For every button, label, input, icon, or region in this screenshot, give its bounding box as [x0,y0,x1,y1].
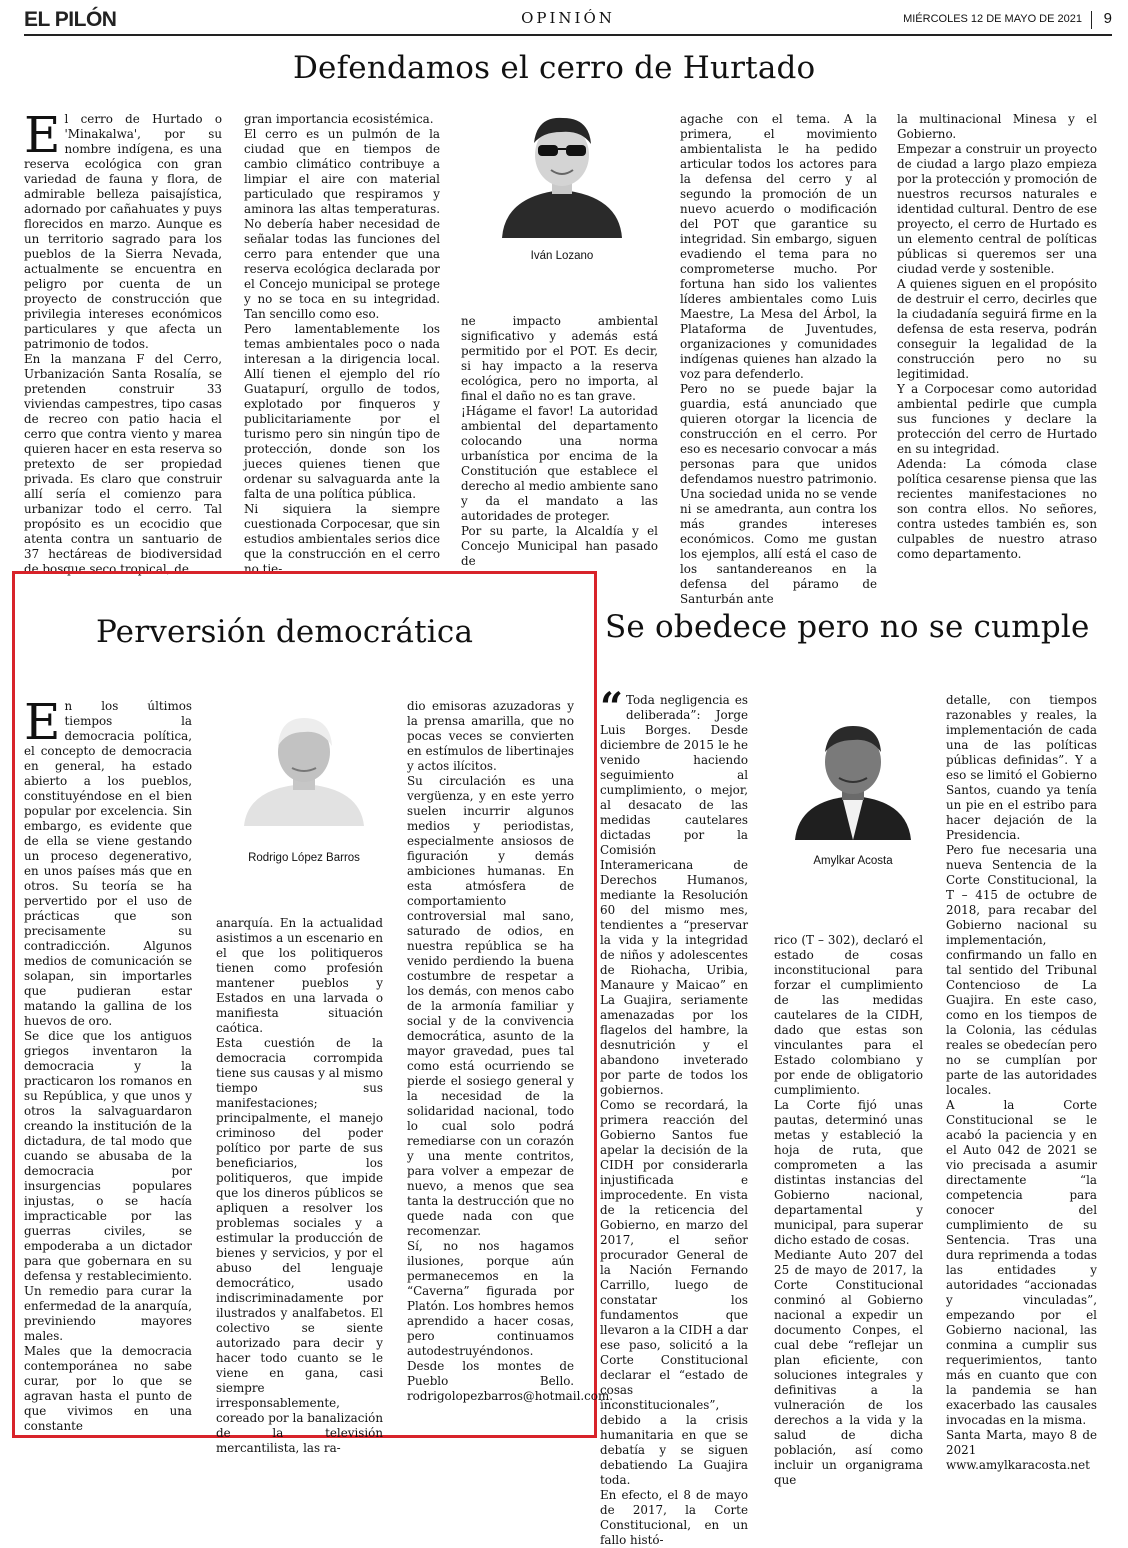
paragraph: gran importancia ecosistémica. [244,112,434,126]
issue-date: MIÉRCOLES 12 DE MAYO DE 2021 [903,13,1082,25]
author-photo-amylkar-acosta [793,716,913,840]
paragraph: Males que la democracia contemporánea no sabe curar, por lo que se agravan hasta el punto de que vivimos en una constante [24,1344,192,1433]
headline-cumple: Se obedece pero no se cumple [605,609,1090,645]
column-cerro-4 [680,112,877,606]
paragraph: La Corte fijó unas pautas, determinó unas metas y estableció la hoja de ruta, que comprometen a las distintas instancias del Gobierno nacional, departamental y municipal, para superar dicho estado de cosas. [774,1098,923,1247]
paragraph: detalle, con tiempos razonables y reales, la implementación de cada una de las políticas públicas definidas”. Y a eso se limitó el Gobierno Santos, cuando ya tenía un pie en el estribo para hacer dejación de la Presidencia. [946,693,1097,842]
paragraph: Desde los montes de Pueblo Bello. rodrigolopezbarros@hotmail.com. [407,1359,614,1403]
paragraph: Como se recordará, la primera reacción del Gobierno Santos fue apelar la decisión de la CIDH por considerarla injustificada e improcedente. En vista de la reticencia del Gobierno, en marzo del 2017, el señor procurador General de la Nación Fernando Carrillo, luego de constatar los fundamentos que llevaron a la CIDH a dar ese paso, solicitó a la Corte Constitucional declarar el “estado de cosas inconstitucionales”, debido a la crisis humanitaria en que se debatía y se siguen debatiendo La Guajira toda. [600,1098,748,1487]
divider [1091,11,1092,29]
paragraph: El cerro es un pulmón de la ciudad que en tiempos de cambio climático contribuye a limpiar el aire con material particulado que respiramos y aminora las altas temperaturas. No debería haber necesidad de señalar todas las funciones del cerro para entender que una reserva ecológica declarada por el Concejo municipal se protege y no se toca en su integridad. Tan sencillo como eso. [244,127,440,321]
paragraph: Sí, no nos hagamos ilusiones, porque aún permanecemos en la “Caverna” figurada por Platón. Los hombres hemos aprendido a hacer cosas, pero continuamos autodestruyéndonos. [407,1239,574,1358]
paragraph: Pero fue necesaria una nueva Sentencia de la Corte Constitucional, la T – 415 de octubre de 2018, para recabar del Gobierno nacional su implementación, confirmando un fallo en tal sentido del Tribunal Contencioso de La Guajira. En este caso, como en los tiempos de la Colonia, las cédulas reales se obedecían pero no se cumplían por parte de las autoridades locales. [946,843,1097,1097]
page-number: 9 [1103,10,1112,27]
column-cumple-1 [600,684,748,1547]
column-cerro-1 [24,106,222,576]
author-name: Rodrigo López Barros [248,852,360,864]
paragraph: Santa Marta, mayo 8 de 2021 [946,1428,1097,1457]
paragraph: A la Corte Constitucional se le acabó la paciencia y en el Auto 042 de 2021 se vio precisada a asumir directamente “la competencia para conocer del cumplimiento de su Sentencia. Tras una dura reprimenda a todas las entidades y autoridades “accionadas y vinculadas”, empezando por el Gobierno nacional, las conmina a cumplir sus requerimientos, tanto más en cuanto que con la pandemia se han exacerbado las causales invocadas en la misma. [946,1098,1097,1427]
paragraph: Se dice que los antiguos griegos inventaron la democracia y la practicaron los romanos en su República, y que unos y otros la salvaguardaron creando la institución de la dictadura, de tal modo que cuando se abusaba de la democracia por insurgencias populares injustas, o se hacía impracticable por las guerras civiles, se empoderaba a un dictador para que gobernara en su defensa y restablecimiento. Un remedio para curar la enfermedad de la anarquía, previniendo mayores males. [24,1029,192,1343]
paragraph: Pero no se puede bajar la guardia, está anunciado que quieren otorgar la licencia de construcción en el cerro. Por eso es necesario convocar a más personas para que unidos defendamos nuestro patrimonio. Una sociedad unida no se vende ni se amedranta, aun contra los más grandes intereses económicos. Como me gustan los ejemplos, allí está el caso de los santandereanos en la defensa del páramo de Santurbán ante [680,382,877,606]
newspaper-logo: EL PILÓN [24,8,117,31]
headline-perversion: Perversión democrática [96,614,474,650]
author-photo-rodrigo-lopez-barros [240,708,368,826]
masthead [24,8,1112,36]
paragraph: Toda negligencia es deliberada”: Jorge Luis Borges. Desde diciembre de 2015 le he venido haciendo seguimiento al cumplimiento, o mejor, al desacato de las medidas cautelares dictadas por la Comisión Interamericana de Derechos Humanos, mediante la Resolución 60 del mismo mes, tendientes a “preservar la vida y la integridad de niños y adolescentes de Riohacha, Uribia, Manaure y Maicao” en La Guajira, seriamente amenazadas por los flagelos del hambre, la desnutrición y el abandono inveterado por parte de todos los gobiernos. [600,693,748,1097]
author-name: Amylkar Acosta [813,855,893,867]
paragraph: agache con el tema. A la primera, el movimiento ambientalista le ha pedido articular todos los actores para la defensa del cerro y al segundo la promoción de un nuevo acuerdo o modificación del POT que garantice su integridad. Sin embargo, siguen evadiendo el tema para no comprometerse mucho. Por fortuna han sido los valientes líderes ambientales como Luis Maestre, La Mesa del Árbol, la Plataforma de Juventudes, organizaciones y comunidades indígenas quienes han alzado la voz para defenderlo. [680,112,877,381]
paragraph: Empezar a construir un proyecto de ciudad a largo plazo empieza por la protección y promoción de nuestros recursos naturales e identidad cultural. Dentro de ese proyecto, el cerro de Hurtado es un elemento central de políticas públicas si queremos ser una ciudad verde y sostenible. [897,142,1097,276]
paragraph: Su circulación es una vergüenza, y en este yerro suelen incurrir algunos medios y periodistas, especialmente ansiosos de figuración y demás ambiciones humanas. En esta atmósfera de comportamiento controversial mal sano, saturado de odios, en nuestra república se ha venido perdiendo la buena costumbre de respetar a los demás, con menos cabo de la armonía familiar y social y de la convivencia democrática, asunto de la mayor gravedad, pues tal como está ocurriendo se pierde el sosiego general y la necesidad de la solidaridad nacional, todo lo cual solo podrá remediarse con un corazón y una mente contritos, para volver a empezar de nuevo, a menos que sea tanta la destrucción que no quede nada con que recomenzar. [407,774,574,1238]
column-perversion-1 [24,693,192,1433]
author-website: www.amylkaracosta.net [946,1458,1090,1472]
drop-cap: E [24,106,61,164]
paragraph: Esta cuestión de la democracia corrompida tiene sus causas y al mismo tiempo sus manifestaciones; principalmente, el manejo criminoso del poder político por parte de sus beneficiarios, los politiqueros, que impide que los dineros públicos se apliquen a resolver los problemas sociales y a estimular la producción de bienes y servicios, y por el abuso del lenguaje democrático, usado indiscriminadamente por ilustrados y analfabetos. El colectivo se siente autorizado para decir y hacer todo cuanto se le viene en gana, casi siempre irresponsablemente, coreado por la banalización de la televisión mercantilista, las ra- [216,1036,383,1455]
column-cerro-2 [244,112,440,576]
column-perversion-3 [407,699,614,1431]
paragraph: ¡Hágame el favor! La autoridad ambiental del departamento colocando una norma urbanística por encima de la Constitución que establece el derecho al medio ambiente sano y da el mandato a las autoridades de proteger. [461,404,658,523]
paragraph: En efecto, el 8 de mayo de 2017, la Corte Constitucional, en un fallo histó- [600,1488,748,1547]
paragraph: anarquía. En la actualidad asistimos a un escenario en el que los politiqueros tienen como profesión mantener pueblos y Estados en una larvada o manifiesta situación caótica. [216,916,383,1035]
paragraph: dio emisoras azuzadoras y la prensa amarilla, que no pocas veces se convierten en estímulos de libertinajes y actos ilícitos. [407,699,574,773]
drop-cap: E [24,693,61,751]
section-title: OPINIÓN [521,9,615,27]
paragraph: la multinacional Minesa y el Gobierno. [897,112,1097,141]
headline-cerro: Defendamos el cerro de Hurtado [293,50,816,86]
paragraph: Pero lamentablemente los temas ambientales poco o nada interesan a la dirigencia local. Allí tienen el ejemplo del río Guatapurí, orgullo de todos, explotado por finqueros y publicitariamente por el turismo pero sin ningún tipo de protección, donde son los jueces quienes tienen que ordenar su salvaguarda ante la falta de una política pública. [244,322,440,501]
opening-quote: “ [600,684,624,731]
column-cerro-3 [461,314,658,572]
column-cumple-2 [774,933,923,1487]
paragraph: n los últimos tiempos la democracia política, el concepto de democracia en general, ha estado abierto a los pueblos, constituyéndose en el bien popular por excelencia. Sin embargo, es evidente que de ella se viene gestando un proceso degenerativo, en unos países más que en otros. Su teoría se ha pervertido por el uso de prácticas que son precisamente su contradicción. Algunos medios de comunicación se solapan, sin importarles que pudieran estar matando la gallina de los huevos de oro. [24,699,192,1028]
paragraph: Por su parte, la Alcaldía y el Concejo Municipal han pasado de [461,524,658,568]
column-cumple-3 [946,693,1097,1472]
paragraph: A quienes siguen en el propósito de destruir el cerro, decirles que la ciudadanía seguirá firme en la defensa de esta reserva, podrán conseguir la legalidad de la construcción pero no su legitimidad. [897,277,1097,381]
paragraph: rico (T – 302), declaró el estado de cosas inconstitucional para forzar el cumplimiento de las medidas cautelares de la CIDH, dado que estas son vinculantes para el Estado colombiano y por ende de obligatorio cumplimiento. [774,933,923,1097]
paragraph: Ni siquiera la siempre cuestionada Corpocesar, que sin estudios ambientales serios dice que la construcción en el cerro no tie- [244,502,440,576]
paragraph: Y a Corpocesar como autoridad ambiental pedirle que cumpla sus funciones y declare la protección del cerro de Hurtado en su integridad. [897,382,1097,456]
author-name: Iván Lozano [530,250,594,262]
author-photo-ivan-lozano [497,110,627,238]
paragraph: Mediante Auto 207 del 25 de mayo de 2017, la Corte Constitucional conminó al Gobierno nacional a expedir un documento Conpes, el cual debe “reflejar un plan eficiente, con soluciones integrales y definitivas a la vulneración de los derechos a la vida y la salud de dicha población, así como incluir un organigrama que [774,1248,923,1487]
paragraph: ne impacto ambiental significativo y además está permitido por el POT. Es decir, si hay impacto a la reserva ecológica, pero no importa, al final el daño no es tan grave. [461,314,658,403]
paragraph: l cerro de Hurtado o 'Minakalwa', por su nombre indígena, es una reserva ecológica con gran variedad de fauna y flora, de admirable belleza paisajística, adornado por cañahuates y puys florecidos en marzo. Aunque es un territorio sagrado para los pueblos de la Sierra Nevada, actualmente se encuentra en peligro por cuenta de un proyecto de construcción que privilegia intereses económicos particulares y que afecta un patrimonio de todos. [24,112,222,351]
column-perversion-2 [216,916,383,1455]
paragraph: Adenda: La cómoda clase política cesarense piensa que las recientes manifestaciones no son contra ellos. No señores, contra ustedes también es, son culpables de nuestro atraso como departamento. [897,457,1097,561]
paragraph: En la manzana F del Cerro, Urbanización Santa Rosalía, se pretenden construir 33 viviendas campestres, tipo casas de recreo con patio hacia el cerro que contra viento y marea quieren hacer en esta reserva so pretexto de ser propiedad privada. Es claro que construir allí sería el comienzo para urbanizar todo el cerro. Tal propósito es un ecocidio que atenta contra un santuario de 37 hectáreas de biodiversidad de bosque seco tropical, de [24,352,222,576]
column-cerro-5 [897,112,1097,572]
